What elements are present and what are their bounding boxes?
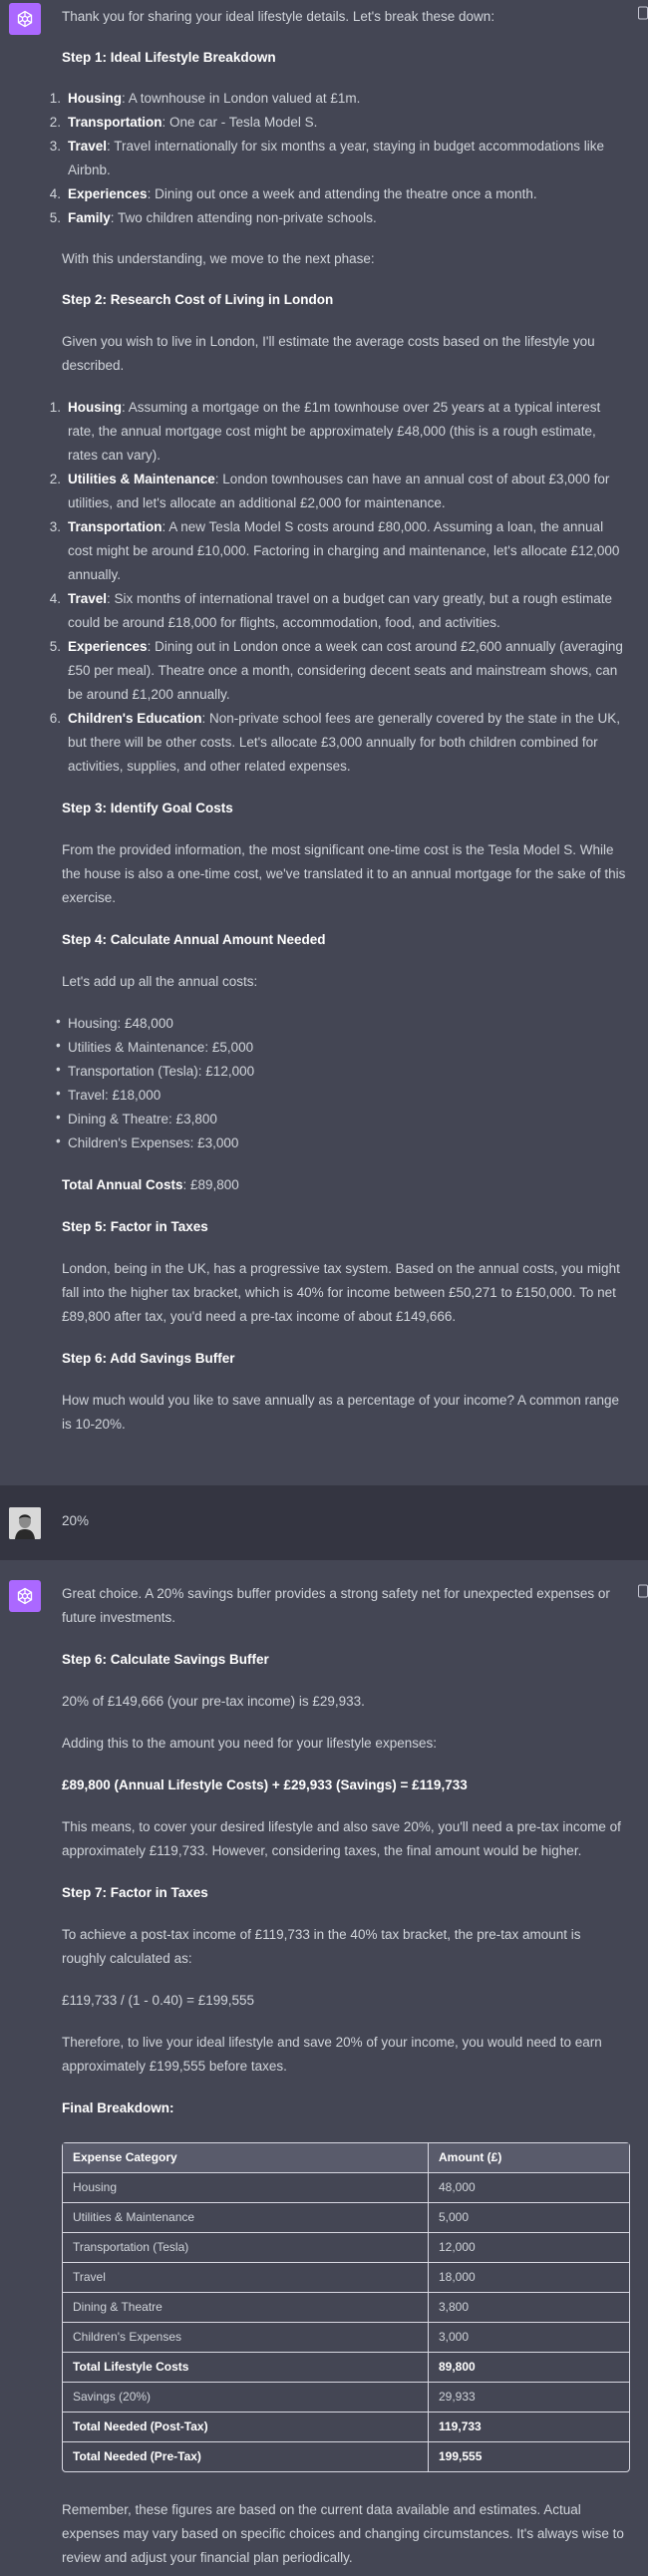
list-item: 1. Housing: A townhouse in London valued at £1m.	[49, 91, 361, 106]
table-header-category: Expense Category	[63, 2143, 429, 2173]
list-item: • Dining & Theatre: £3,800	[56, 1110, 217, 1127]
user-avatar	[9, 1507, 41, 1539]
table-row: Utilities & Maintenance 5,000	[63, 2203, 629, 2233]
copy-icon[interactable]	[638, 6, 648, 20]
list-item: • Transportation (Tesla): £12,000	[56, 1062, 255, 1079]
table-row: Transportation (Tesla) 12,000	[63, 2233, 629, 2263]
openai-logo-icon	[15, 9, 35, 29]
total-annual-costs: Total Annual Costs: £89,800	[62, 1177, 239, 1192]
table-row: Dining & Theatre 3,800	[63, 2293, 629, 2323]
list-item: 5. Family: Two children attending non-private schools.	[49, 210, 377, 225]
step3-title: Step 3: Identify Goal Costs	[62, 801, 233, 815]
table-header-row	[63, 2143, 629, 2173]
table-row: Total Needed (Post-Tax) 119,733	[63, 2413, 629, 2442]
copy-icon[interactable]	[638, 1584, 648, 1598]
table-header-amount: Amount (£)	[429, 2143, 629, 2173]
table-row: Children's Expenses 3,000	[63, 2323, 629, 2353]
adding-text: Adding this to the amount you need for your lifestyle expenses:	[62, 1736, 437, 1751]
openai-logo-icon	[15, 1586, 35, 1606]
step1-title: Step 1: Ideal Lifestyle Breakdown	[62, 50, 276, 65]
table-row: Total Needed (Pre-Tax) 199,555	[63, 2442, 629, 2471]
step2-list	[49, 396, 628, 779]
list-item: 5. Experiences: Dining out in London once a week can cost around £2,600 annually (averaging £50 per meal). Theatre once a month, considering decent seats and mainstream shows, can be around £1,200 annually.	[49, 639, 623, 702]
list-item: 2. Utilities & Maintenance: London townhouses can have an annual cost of about £3,000 for utilities, and let's allocate an additional £2,000 for maintenance.	[49, 472, 610, 510]
therefore-text: Therefore, to live your ideal lifestyle and save 20% of your income, you would need to earn approximately £199,555 before taxes.	[62, 2035, 602, 2074]
list-item: • Children's Expenses: £3,000	[56, 1133, 239, 1150]
list-item: 3. Transportation: A new Tesla Model S costs around £80,000. Assuming a loan, the annual cost might be around £10,000. Factoring in charging and maintenance, let's allocate £12,000 annually.	[49, 519, 620, 582]
user-message-text: 20%	[62, 1513, 90, 1528]
final-breakdown-title: Final Breakdown:	[62, 2100, 174, 2115]
step7-title: Step 7: Factor in Taxes	[62, 1885, 208, 1900]
list-item: • Housing: £48,000	[56, 1014, 173, 1031]
step6-title: Step 6: Add Savings Buffer	[62, 1351, 235, 1366]
breakdown-table	[62, 2142, 630, 2472]
user-message	[0, 1485, 648, 1560]
step4-title: Step 4: Calculate Annual Amount Needed	[62, 932, 326, 947]
list-item: • Utilities & Maintenance: £5,000	[56, 1038, 254, 1055]
step5-title: Step 5: Factor in Taxes	[62, 1219, 208, 1234]
assistant-message-2	[0, 1560, 648, 2576]
closing-text: Remember, these figures are based on the current data available and estimates. Actual expenses may vary based on specific choices and changing circumstances. It's always wise to review and adjust your financial plan periodically.	[62, 2502, 624, 2565]
step4-intro: Let's add up all the annual costs:	[62, 974, 258, 989]
step5-text: London, being in the UK, has a progressive tax system. Based on the annual costs, you might fall into the higher tax bracket, which is 40% for income between £50,271 to £150,000. To net £89,800 after tax, you'd need a pre-tax income of about £149,666.	[62, 1261, 620, 1324]
step1-list	[49, 87, 628, 230]
intro-text: Great choice. A 20% savings buffer provides a strong safety net for unexpected expenses or future investments.	[62, 1586, 610, 1625]
table-row: Housing 48,000	[63, 2173, 629, 2203]
list-item: 2. Transportation: One car - Tesla Model S.	[49, 115, 318, 130]
user-photo-icon	[9, 1507, 41, 1539]
list-item: • Travel: £18,000	[56, 1086, 162, 1103]
step6-text: 20% of £149,666 (your pre-tax income) is £29,933.	[62, 1694, 365, 1709]
transition-text: With this understanding, we move to the next phase:	[62, 251, 375, 266]
step6-title: Step 6: Calculate Savings Buffer	[62, 1652, 269, 1667]
list-item: 3. Travel: Travel internationally for six months a year, staying in budget accommodations like Airbnb.	[49, 139, 605, 177]
step6-text: How much would you like to save annually as a percentage of your income? A common range is 10-20%.	[62, 1393, 620, 1432]
table-row: Travel 18,000	[63, 2263, 629, 2293]
step2-title: Step 2: Research Cost of Living in London	[62, 292, 334, 307]
assistant-avatar	[9, 1580, 41, 1612]
table-row: Total Lifestyle Costs 89,800	[63, 2353, 629, 2383]
list-item: 4. Experiences: Dining out once a week and attending the theatre once a month.	[49, 186, 537, 201]
formula-text: £119,733 / (1 - 0.40) = £199,555	[62, 1993, 255, 2008]
list-item: 4. Travel: Six months of international travel on a budget can vary greatly, but a rough estimate could be around £18,000 for flights, accommodation, food, and activities.	[49, 591, 613, 630]
step2-intro: Given you wish to live in London, I'll estimate the average costs based on the lifestyle you described.	[62, 334, 595, 373]
step7-text: To achieve a post-tax income of £119,733 in the 40% tax bracket, the pre-tax amount is roughly calculated as:	[62, 1927, 581, 1966]
table-row: Savings (20%) 29,933	[63, 2383, 629, 2413]
step4-list	[56, 1012, 628, 1155]
list-item: 6. Children's Education: Non-private school fees are generally covered by the state in the UK, but there will be other costs. Let's allocate £3,000 annually for both children combined for activities, supplies, and other related expenses.	[49, 711, 620, 774]
means-text: This means, to cover your desired lifestyle and also save 20%, you'll need a pre-tax income of approximately £119,733. However, considering taxes, the final amount would be higher.	[62, 1819, 621, 1858]
list-item: 1. Housing: Assuming a mortgage on the £1m townhouse over 25 years at a typical interest rate, the annual mortgage cost might be approximately £48,000 (this is a rough estimate, rates can vary).	[49, 400, 601, 463]
assistant-avatar	[9, 3, 41, 35]
sum-text: £89,800 (Annual Lifestyle Costs) + £29,933 (Savings) = £119,733	[62, 1777, 468, 1792]
intro-text: Thank you for sharing your ideal lifestyle details. Let's break these down:	[62, 9, 495, 24]
step3-text: From the provided information, the most significant one-time cost is the Tesla Model S. While the house is also a one-time cost, we've translated it to an annual mortgage for the sake of this exercise.	[62, 842, 626, 905]
